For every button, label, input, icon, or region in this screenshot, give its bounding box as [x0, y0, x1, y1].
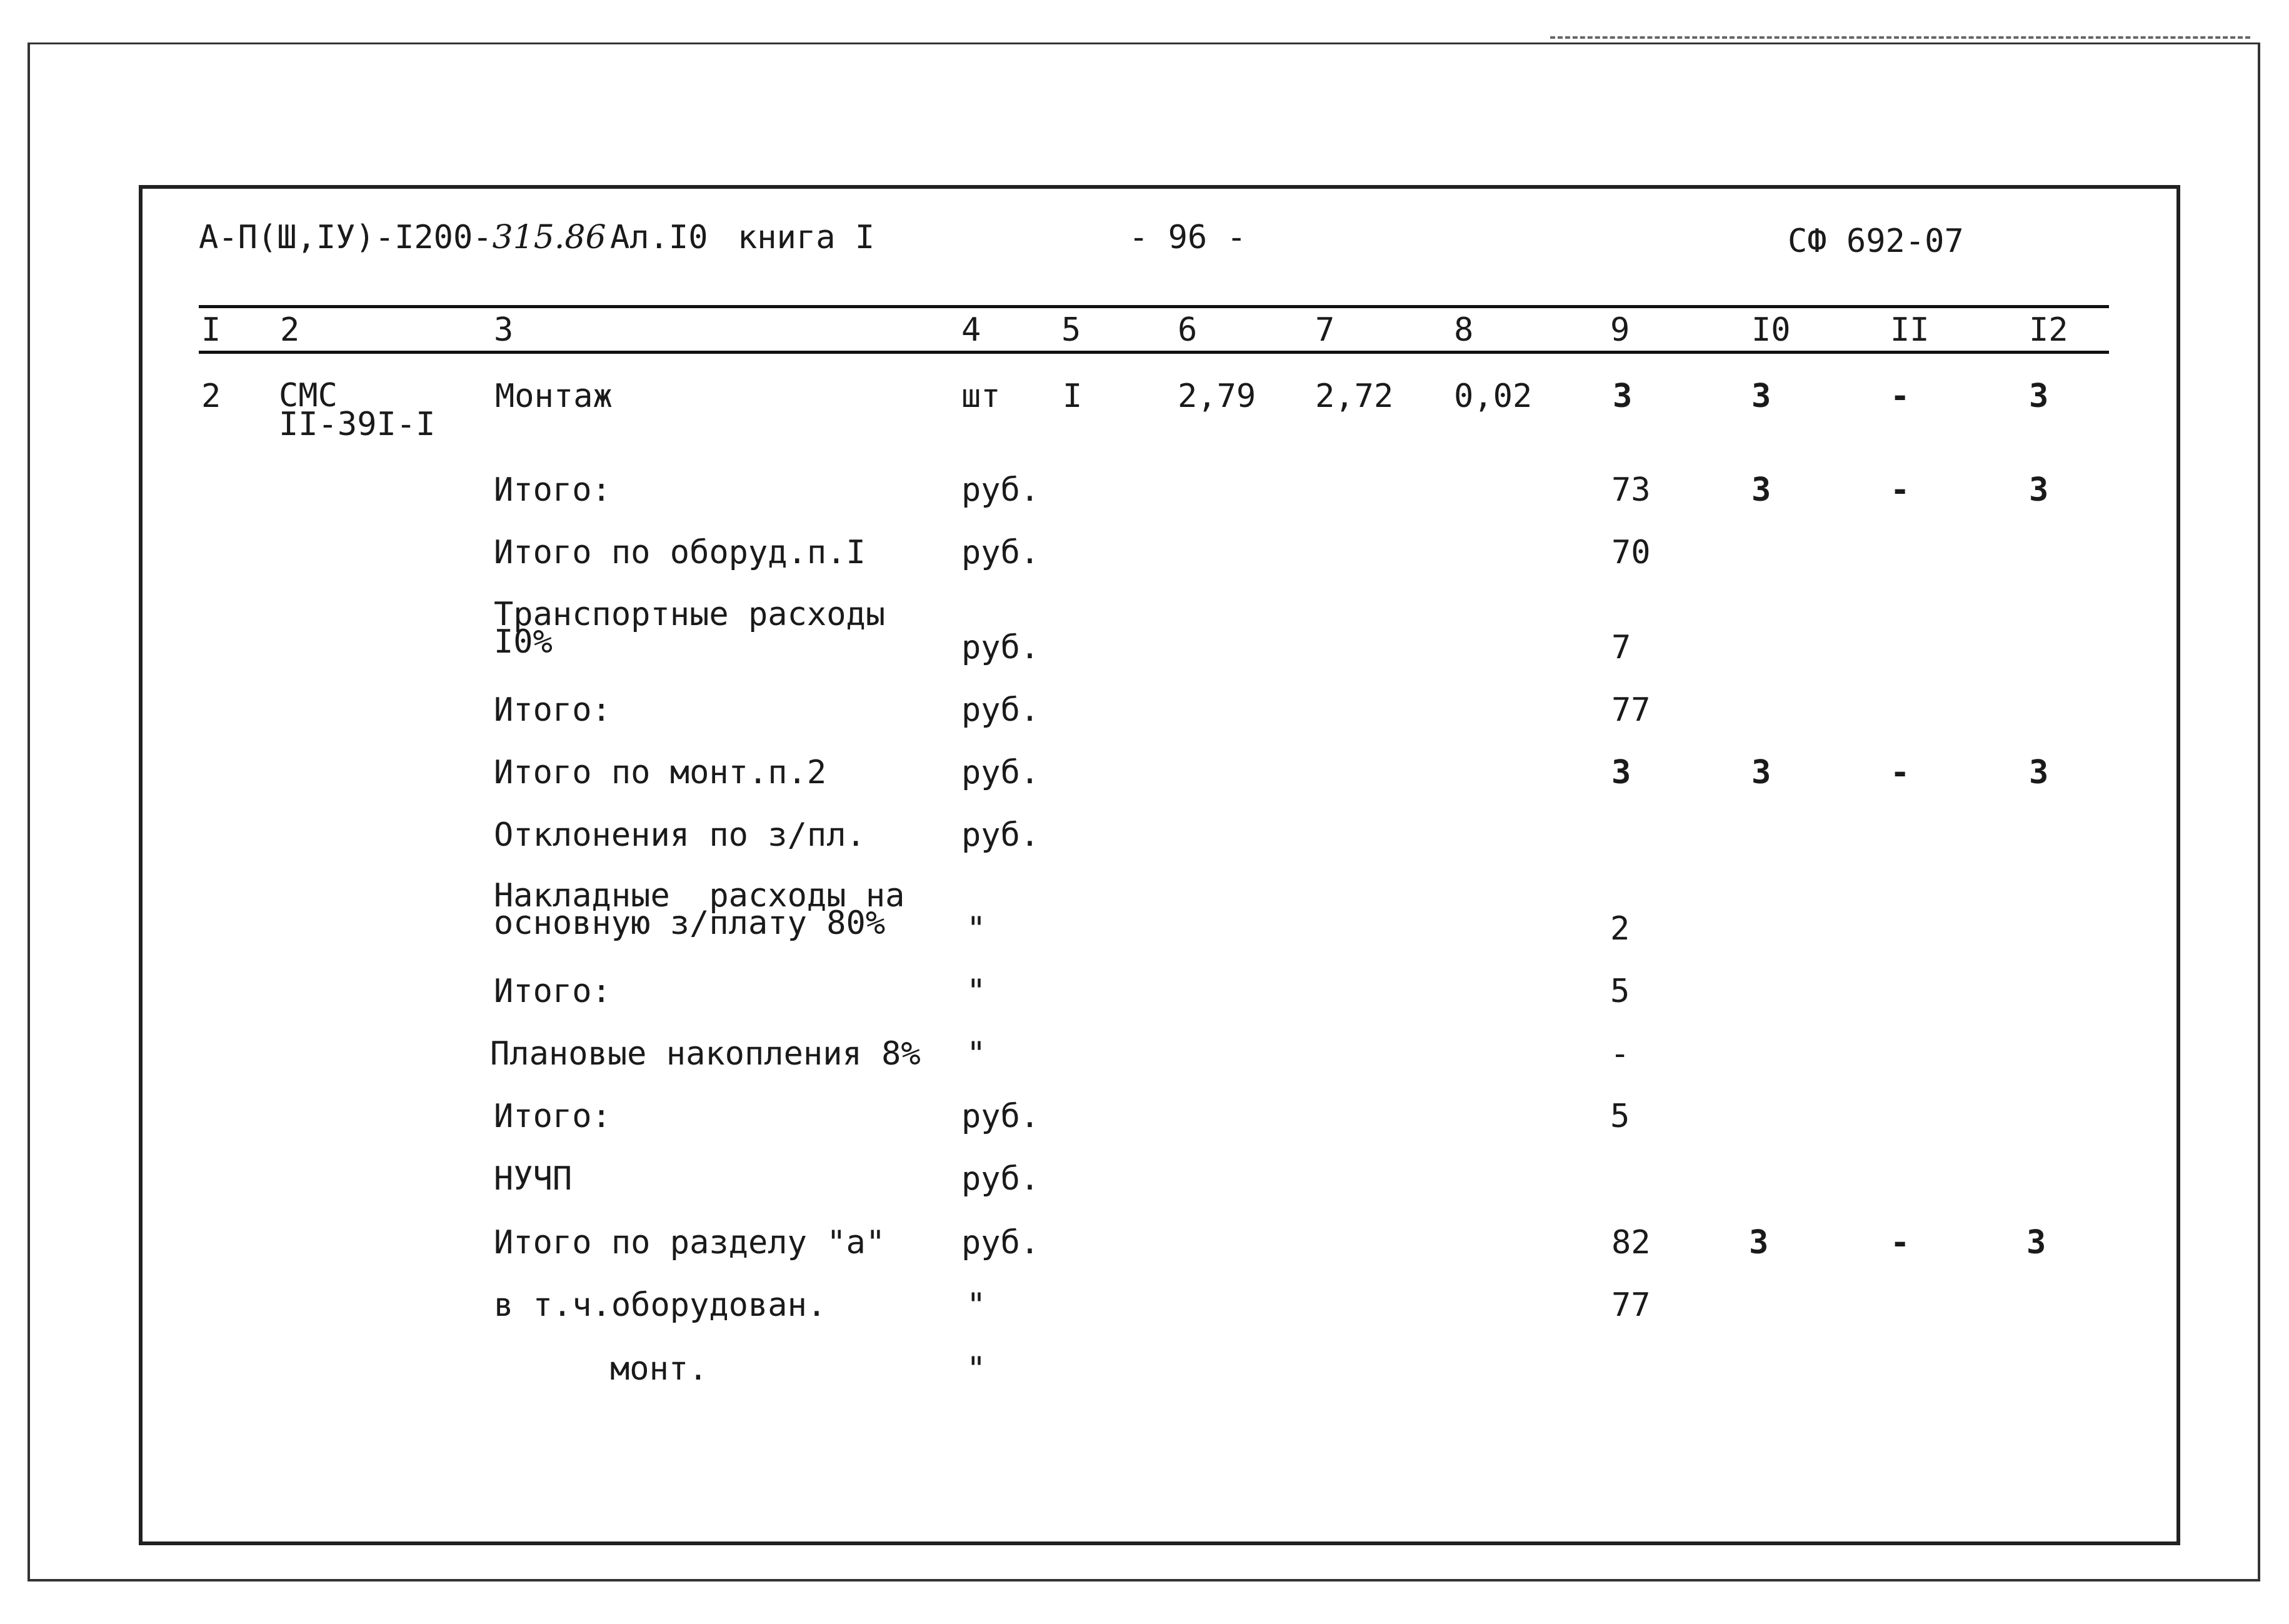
summary-row-unit: руб. [961, 1098, 1040, 1135]
summary-row-name: Отклонения по з/пл. [494, 816, 866, 854]
row-number: 2 [201, 378, 221, 415]
summary-row-col9: 7 [1611, 629, 1631, 666]
summary-row-col9: 82 [1611, 1224, 1651, 1261]
book-number: книга I [738, 219, 875, 256]
summary-row-name-line1: Накладные расходы на [494, 877, 905, 915]
col7-value: 2,72 [1315, 378, 1394, 415]
column-header-8: 8 [1454, 311, 1474, 349]
summary-row-name: монт. [610, 1350, 708, 1388]
page-number: - 96 - [1129, 219, 1246, 256]
summary-row-unit: руб. [961, 1224, 1040, 1261]
column-header-10: I0 [1751, 311, 1791, 349]
col6-value: 2,79 [1178, 378, 1256, 415]
summary-row-col10: 3 [1751, 471, 1771, 509]
summary-row-name-line2: основную з/плату 80% [494, 905, 886, 942]
summary-row-unit: " [966, 1286, 986, 1324]
column-header-12: I2 [2029, 311, 2068, 349]
column-header-5: 5 [1061, 311, 1081, 349]
column-header-7: 7 [1315, 311, 1335, 349]
summary-row-col12: 3 [2026, 1224, 2046, 1261]
summary-row-unit: руб. [961, 1160, 1040, 1198]
summary-row-col12: 3 [2029, 471, 2049, 509]
summary-row-col11: - [1890, 1224, 1910, 1261]
summary-row-col9: 3 [1611, 754, 1631, 791]
summary-row-unit: " [966, 1035, 986, 1073]
col9-value: 3 [1613, 378, 1633, 415]
summary-row-unit: руб. [961, 691, 1040, 729]
column-header-3: 3 [494, 311, 514, 349]
sheet-code: СФ 692-07 [1788, 223, 1964, 260]
summary-row-name: Плановые накопления 8% [490, 1035, 921, 1073]
summary-row-col9: - [1610, 1035, 1630, 1073]
summary-row-unit: руб. [961, 629, 1040, 666]
column-header-11: II [1890, 311, 1930, 349]
document-frame [139, 185, 2180, 1545]
summary-row-name: Итого: [494, 471, 611, 509]
summary-row-col9: 5 [1610, 973, 1630, 1010]
work-name: Монтаж [495, 378, 613, 415]
summary-row-unit: руб. [961, 754, 1040, 791]
summary-row-col11: - [1890, 471, 1910, 509]
summary-row-col10: 3 [1751, 754, 1771, 791]
summary-row-name: Итого по разделу "а" [494, 1224, 886, 1261]
summary-row-unit: " [966, 910, 986, 948]
summary-row-name-line1: Транспортные расходы [494, 596, 886, 633]
column-header-bottom-rule [199, 351, 2109, 354]
summary-row-col9: 77 [1611, 1286, 1651, 1324]
summary-row-col9: 77 [1611, 691, 1651, 729]
summary-row-col9: 73 [1611, 471, 1651, 509]
rate-code-line2: II-39I-I [279, 406, 436, 443]
summary-row-name: Итого по оборуд.п.I [494, 534, 866, 571]
summary-row-name-line2: I0% [494, 623, 553, 661]
col12-value: 3 [2029, 378, 2049, 415]
doc-code-handwritten: 315.86 [492, 219, 606, 256]
summary-row-col12: 3 [2029, 754, 2049, 791]
summary-row-name: Итого: [494, 973, 611, 1010]
summary-row-col9: 2 [1610, 910, 1630, 948]
summary-row-name: Итого: [494, 691, 611, 729]
column-header-1: I [201, 311, 221, 349]
rate-code-line1: СМС [279, 377, 338, 414]
doc-code [199, 219, 606, 256]
summary-row-name: в т.ч.оборудован. [494, 1286, 827, 1324]
summary-row-col9: 5 [1610, 1098, 1630, 1135]
top-edge-dashes [1550, 36, 2250, 43]
summary-row-col10: 3 [1749, 1224, 1769, 1261]
summary-row-unit: руб. [961, 534, 1040, 571]
summary-row-unit: " [966, 1350, 986, 1388]
summary-row-unit: руб. [961, 816, 1040, 854]
summary-row-unit: " [966, 973, 986, 1010]
summary-row-col9: 70 [1611, 534, 1651, 571]
summary-row-col11: - [1890, 754, 1910, 791]
column-header-2: 2 [280, 311, 300, 349]
summary-row-unit: руб. [961, 471, 1040, 509]
col11-value: - [1890, 378, 1910, 415]
column-header-9: 9 [1610, 311, 1630, 349]
quantity: I [1063, 378, 1083, 415]
album-number: Ал.I0 [610, 219, 708, 256]
col10-value: 3 [1751, 378, 1771, 415]
summary-row-name: Итого: [494, 1098, 611, 1135]
summary-row-name: Итого по монт.п.2 [494, 754, 827, 791]
doc-code-print: А-П(Ш,IУ)-I200- [199, 219, 493, 256]
column-header-4: 4 [961, 311, 981, 349]
column-header-top-rule [199, 305, 2109, 308]
unit: шт [961, 378, 1001, 415]
col8-value: 0,02 [1454, 378, 1533, 415]
column-header-6: 6 [1178, 311, 1198, 349]
summary-row-name: НУЧП [494, 1160, 573, 1198]
